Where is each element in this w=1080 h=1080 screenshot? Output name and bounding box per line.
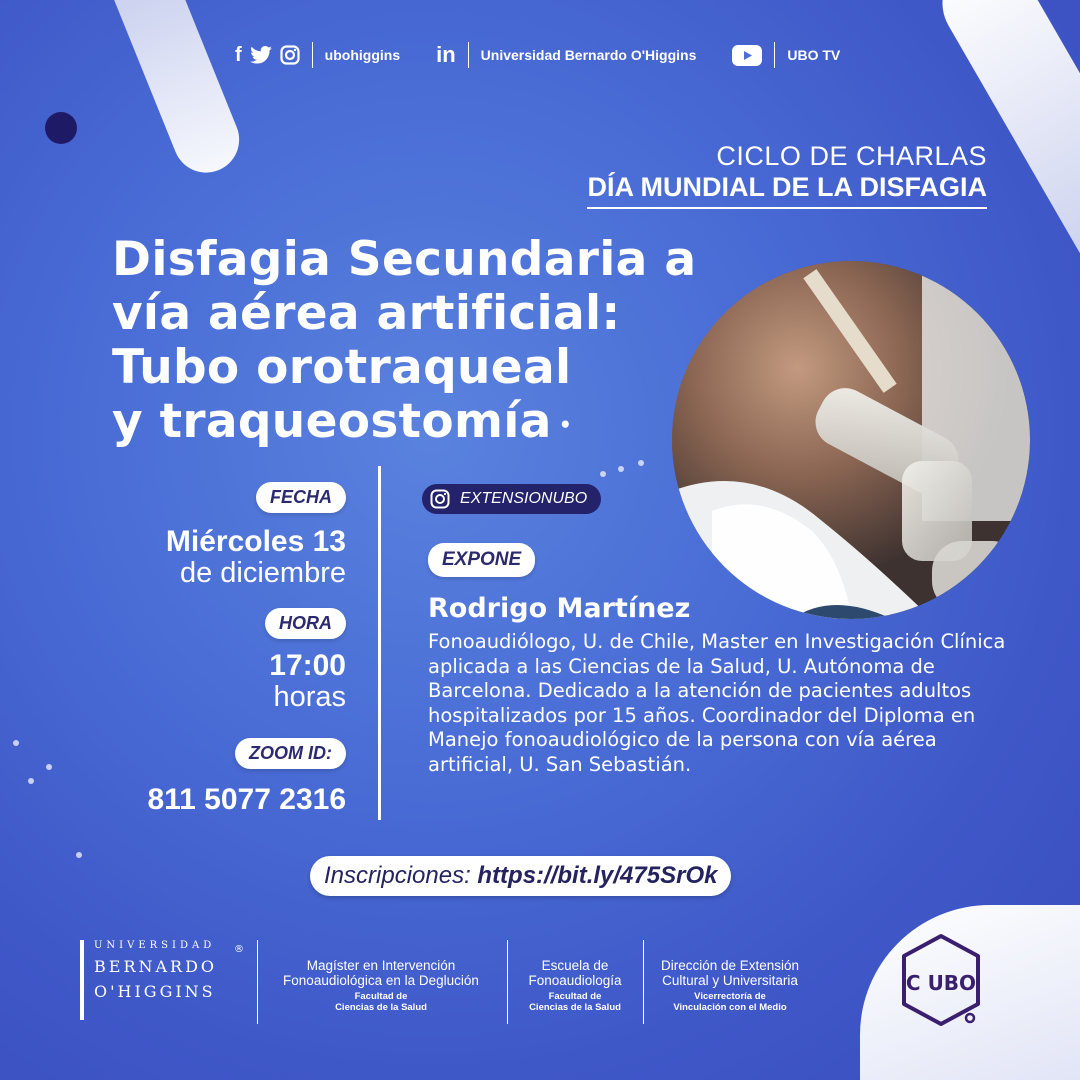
hora-label: HORA bbox=[265, 608, 346, 639]
university-logo-line: BERNARDO bbox=[94, 957, 218, 976]
footer-logo-bar bbox=[80, 940, 84, 1020]
separator bbox=[468, 42, 469, 68]
footer-sub-line: Vicerrectoría de bbox=[694, 991, 766, 1002]
separator bbox=[774, 42, 775, 68]
separator bbox=[312, 42, 313, 68]
footer-sub-line: Facultad de bbox=[354, 991, 408, 1002]
decorative-sparkle bbox=[600, 471, 606, 477]
footer-sub-line: Ciencias de la Salud bbox=[529, 1002, 621, 1013]
footer-main-line: Fonoaudiología bbox=[528, 973, 622, 988]
date-day: Miércoles 13 bbox=[165, 525, 346, 558]
cubo-logo-icon bbox=[898, 932, 984, 1028]
footer-col-escuela bbox=[507, 958, 643, 1013]
instagram-icon bbox=[430, 489, 450, 509]
decorative-sparkle bbox=[46, 764, 52, 770]
time-block bbox=[100, 608, 346, 639]
university-logo-line: O'HIGGINS bbox=[94, 982, 216, 1001]
zoom-label: ZOOM ID: bbox=[235, 738, 346, 769]
title-line: y traqueostomía • bbox=[112, 394, 573, 449]
footer-main-line: Fonoaudiológica en la Deglución bbox=[283, 973, 479, 988]
university-logo bbox=[94, 940, 217, 1001]
footer-separator bbox=[257, 940, 258, 1024]
event-name: DÍA MUNDIAL DE LA DISFAGIA bbox=[587, 172, 987, 209]
decorative-sparkle bbox=[28, 778, 34, 784]
expone-block bbox=[428, 543, 535, 577]
decorative-sparkle bbox=[638, 460, 644, 466]
time-unit: horas bbox=[273, 681, 346, 713]
linkedin-icon[interactable]: in bbox=[436, 42, 456, 67]
linkedin-name[interactable]: Universidad Bernardo O'Higgins bbox=[480, 47, 697, 63]
patient-illustration bbox=[672, 261, 1030, 619]
time-value bbox=[100, 650, 346, 712]
decorative-sparkle bbox=[13, 740, 19, 746]
registration-link[interactable]: https://bit.ly/475SrOk bbox=[477, 862, 718, 889]
column-divider bbox=[378, 466, 381, 820]
footer-main-line: Dirección de Extensión bbox=[660, 958, 800, 973]
decorative-sparkle bbox=[618, 466, 624, 472]
date-block bbox=[100, 482, 346, 513]
registered-mark: ® bbox=[234, 944, 244, 955]
footer-separator bbox=[643, 940, 644, 1024]
zoom-block bbox=[100, 738, 346, 769]
decorative-sparkle bbox=[76, 852, 82, 858]
footer-main-line: Cultural y Universitaria bbox=[662, 973, 798, 988]
instagram-pill[interactable] bbox=[422, 484, 601, 514]
fecha-label: FECHA bbox=[256, 482, 346, 513]
footer-sub-line: Vinculación con el Medio bbox=[673, 1002, 787, 1013]
social-group-youtube bbox=[732, 42, 840, 68]
social-group-linkedin bbox=[436, 42, 696, 68]
decorative-dot bbox=[45, 112, 77, 144]
social-handle[interactable]: ubohiggins bbox=[324, 47, 401, 63]
time-hour: 17:00 bbox=[269, 649, 346, 682]
title-line: vía aérea artificial: bbox=[112, 286, 621, 341]
cubo-logo-text: C UBO bbox=[905, 971, 977, 995]
registration-pill[interactable] bbox=[310, 856, 731, 896]
twitter-icon[interactable] bbox=[250, 46, 272, 64]
footer-col-magister bbox=[265, 958, 497, 1013]
title-line: Disfagia Secundaria a bbox=[112, 232, 697, 287]
expone-label: EXPONE bbox=[428, 543, 535, 577]
zoom-id[interactable]: 811 5077 2316 bbox=[147, 783, 346, 816]
youtube-icon[interactable] bbox=[732, 45, 762, 66]
date-value bbox=[100, 526, 346, 588]
patient-photo bbox=[672, 261, 1030, 619]
cycle-label: CICLO DE CHARLAS bbox=[716, 141, 987, 171]
footer-col-extension bbox=[645, 958, 815, 1013]
instagram-handle: EXTENSIONUBO bbox=[460, 490, 588, 507]
university-logo-line: UNIVERSIDAD bbox=[94, 940, 216, 951]
social-bar bbox=[235, 42, 840, 68]
facebook-icon[interactable]: f bbox=[235, 43, 242, 66]
date-month: de diciembre bbox=[179, 557, 346, 589]
event-header bbox=[587, 141, 987, 209]
footer-main-line: Magíster en Intervención bbox=[306, 958, 456, 973]
zoom-value-block bbox=[100, 784, 346, 816]
speaker-bio: Fonoaudiólogo, U. de Chile, Master en Investigación Clínica aplicada a las Ciencias de la Salud, U. Autónoma de Barcelona. Dedicado a la atención de pacientes adultos hospitalizados por 15 años. Coordinador del Diploma en Manejo fonoaudiológico de la persona con vía aérea artificial, U. San Sebastián. bbox=[428, 630, 1006, 776]
social-group-handle bbox=[235, 42, 400, 68]
speaker-name: Rodrigo Martínez bbox=[428, 593, 691, 624]
instagram-icon[interactable] bbox=[280, 45, 300, 65]
registration-label: Inscripciones: bbox=[324, 862, 471, 889]
footer-sub-line: Facultad de bbox=[548, 991, 602, 1002]
decorative-bar-left bbox=[98, 0, 249, 183]
title-line: Tubo orotraqueal bbox=[112, 340, 572, 395]
youtube-name[interactable]: UBO TV bbox=[787, 47, 841, 63]
footer-sub-line: Ciencias de la Salud bbox=[335, 1002, 427, 1013]
footer-main-line: Escuela de bbox=[541, 958, 609, 973]
